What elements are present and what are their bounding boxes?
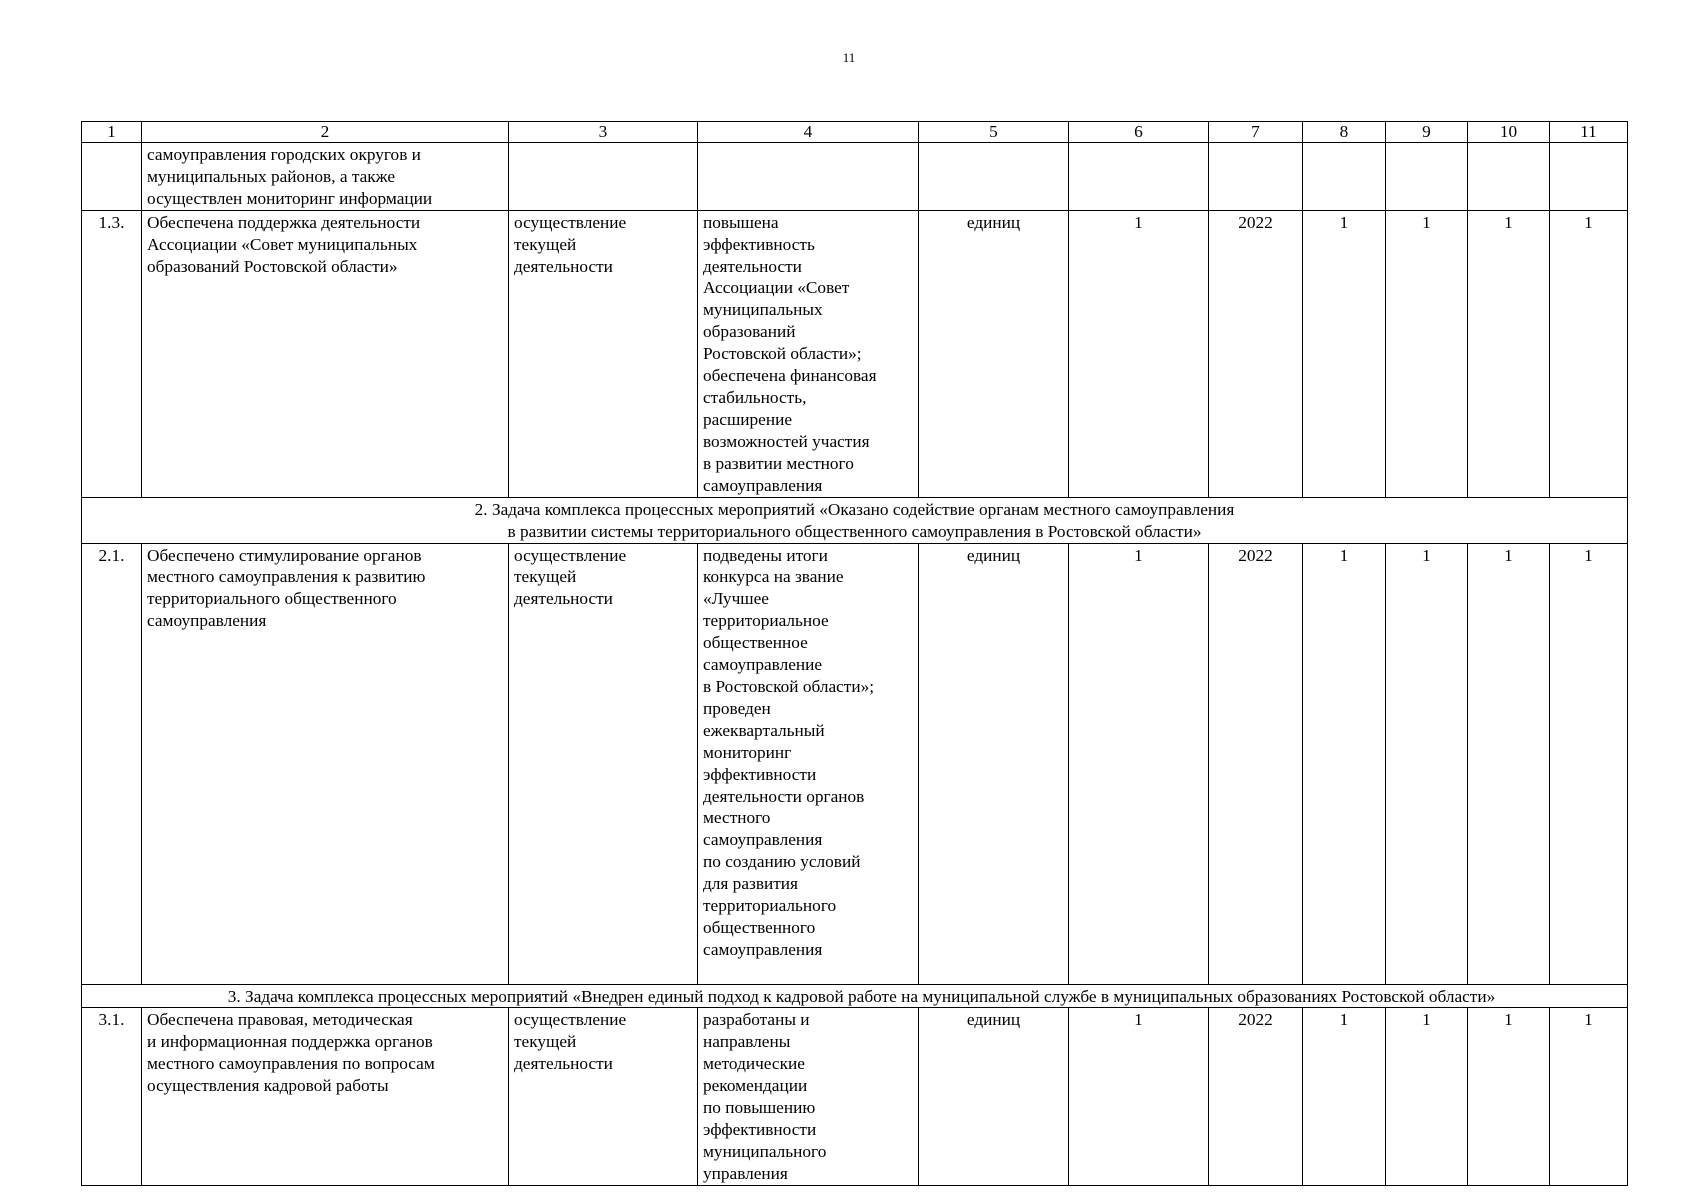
activity-type: осуществление текущей деятельности <box>509 543 698 984</box>
value-col-9: 1 <box>1386 210 1468 497</box>
column-number-6: 6 <box>1069 122 1209 143</box>
activity-name: Обеспечено стимулирование органов местного самоуправления к развитию территориального общественного самоуправления <box>142 543 509 984</box>
activity-result <box>698 143 919 211</box>
value-col-8: 1 <box>1303 210 1386 497</box>
column-number-5: 5 <box>919 122 1069 143</box>
activity-result: повышена эффективность деятельности Ассоциации «Совет муниципальных образований Ростовской области»; обеспечена финансовая стабильность, расширение возможностей участия в развитии местного самоуправления <box>698 210 919 497</box>
unit <box>919 143 1069 211</box>
task-row-2 <box>82 497 1628 543</box>
activity-type: осуществление текущей деятельности <box>509 210 698 497</box>
year: 2022 <box>1209 543 1303 984</box>
value-col-10: 1 <box>1468 210 1550 497</box>
row-number: 2.1. <box>82 543 142 984</box>
activity-name: Обеспечена поддержка деятельности Ассоциации «Совет муниципальных образований Ростовской области» <box>142 210 509 497</box>
value-col-11: 1 <box>1550 1008 1628 1185</box>
column-number-header-row <box>82 122 1628 143</box>
value-col-8: 1 <box>1303 543 1386 984</box>
table-row-2-1 <box>82 543 1628 984</box>
row-number: 1.3. <box>82 210 142 497</box>
value-col-8 <box>1303 143 1386 211</box>
column-number-3: 3 <box>509 122 698 143</box>
column-number-8: 8 <box>1303 122 1386 143</box>
table-row-1-3 <box>82 210 1628 497</box>
value-col-11 <box>1550 143 1628 211</box>
column-number-2: 2 <box>142 122 509 143</box>
value-col-6: 1 <box>1069 1008 1209 1185</box>
value-col-11: 1 <box>1550 210 1628 497</box>
task-row-3 <box>82 984 1628 1008</box>
activity-type <box>509 143 698 211</box>
activity-name: Обеспечена правовая, методическая и информационная поддержка органов местного самоуправления по вопросам осуществления кадровой работы <box>142 1008 509 1185</box>
unit: единиц <box>919 210 1069 497</box>
unit: единиц <box>919 1008 1069 1185</box>
value-col-9: 1 <box>1386 1008 1468 1185</box>
activity-type: осуществление текущей деятельности <box>509 1008 698 1185</box>
value-col-11: 1 <box>1550 543 1628 984</box>
activity-result: разработаны и направлены методические рекомендации по повышению эффективности муниципального управления <box>698 1008 919 1185</box>
year: 2022 <box>1209 1008 1303 1185</box>
task-heading: 2. Задача комплекса процессных мероприятий «Оказано содействие органам местного самоуправления в развитии системы территориального общественного самоуправления в Ростовской области» <box>82 497 1628 543</box>
column-number-10: 10 <box>1468 122 1550 143</box>
column-number-11: 11 <box>1550 122 1628 143</box>
value-col-9 <box>1386 143 1468 211</box>
row-number: 3.1. <box>82 1008 142 1185</box>
activity-name: самоуправления городских округов и муниципальных районов, а также осуществлен мониторинг информации <box>142 143 509 211</box>
page-number: 11 <box>842 50 856 65</box>
year: 2022 <box>1209 210 1303 497</box>
row-number <box>82 143 142 211</box>
year <box>1209 143 1303 211</box>
activity-result: подведены итоги конкурса на звание «Лучшее территориальное общественное самоуправление в Ростовской области»; проведен ежеквартальный мониторинг эффективности деятельности органов местного самоуправления по созданию условий для развития территориального общественного самоуправления <box>698 543 919 984</box>
value-col-10: 1 <box>1468 543 1550 984</box>
column-number-7: 7 <box>1209 122 1303 143</box>
column-number-9: 9 <box>1386 122 1468 143</box>
value-col-6: 1 <box>1069 543 1209 984</box>
value-col-6 <box>1069 143 1209 211</box>
value-col-8: 1 <box>1303 1008 1386 1185</box>
value-col-6: 1 <box>1069 210 1209 497</box>
value-col-10: 1 <box>1468 1008 1550 1185</box>
column-number-1: 1 <box>82 122 142 143</box>
task-heading: 3. Задача комплекса процессных мероприятий «Внедрен единый подход к кадровой работе на муниципальной службе в муниципальных образованиях Ростовской области» <box>82 984 1628 1008</box>
table-row-continuation <box>82 143 1628 211</box>
column-number-4: 4 <box>698 122 919 143</box>
value-col-10 <box>1468 143 1550 211</box>
unit: единиц <box>919 543 1069 984</box>
table-row-3-1 <box>82 1008 1628 1185</box>
activities-table <box>81 121 1628 1186</box>
value-col-9: 1 <box>1386 543 1468 984</box>
